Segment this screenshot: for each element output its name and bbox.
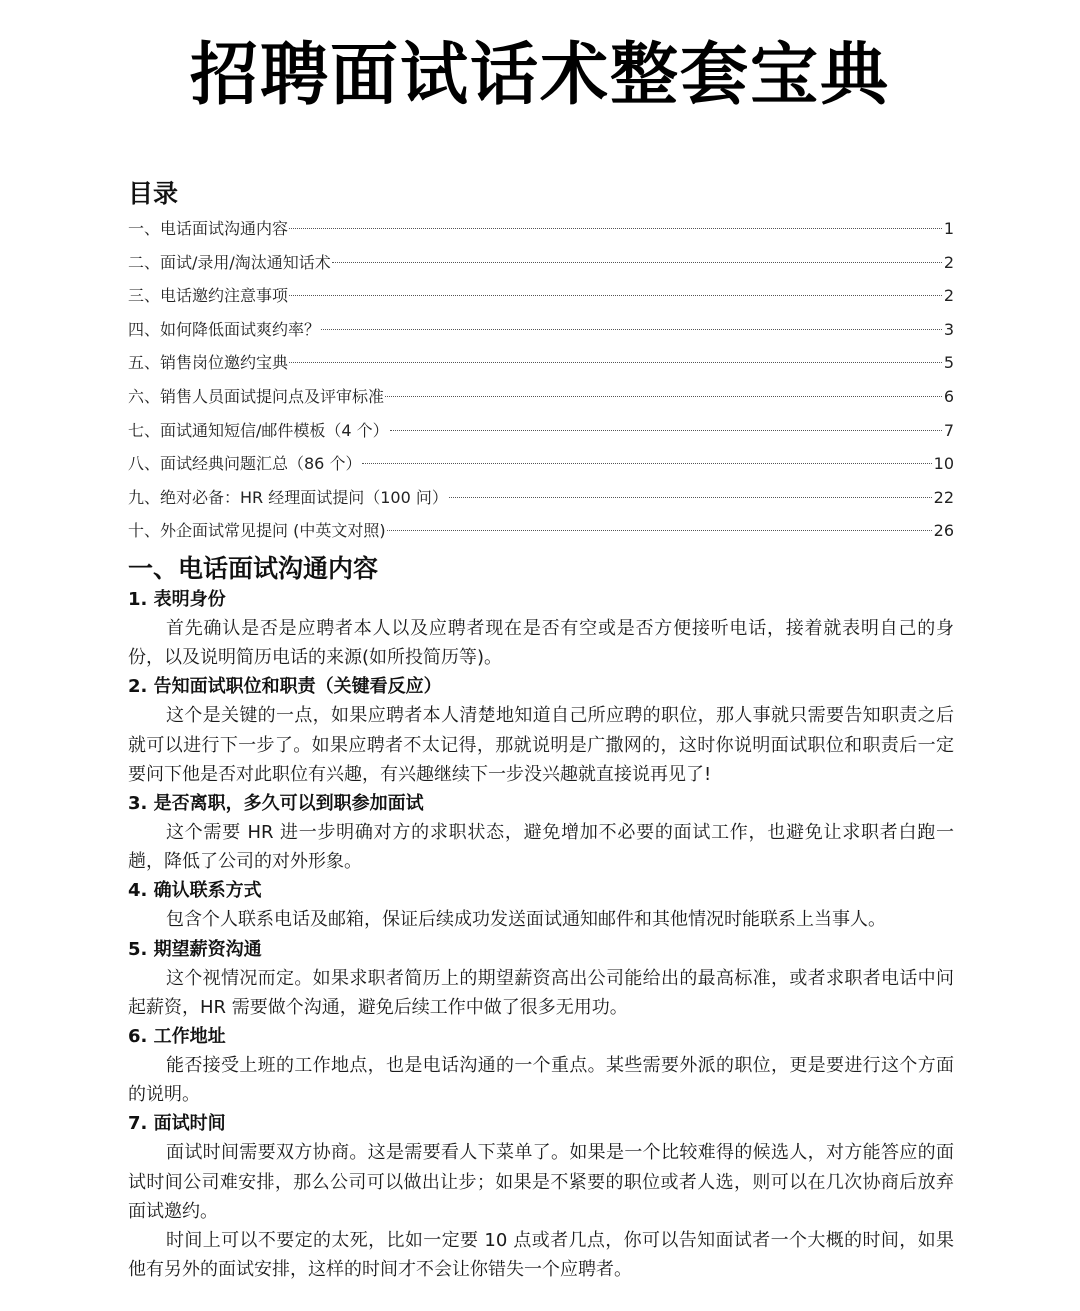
subsection-heading: 5. 期望薪资沟通 (128, 938, 262, 960)
body-paragraph: 面试时间需要双方协商。这是需要看人下菜单了。如果是一个比较难得的候选人，对方能答应的面试时间公司难安排，那么公司可以做出让步；如果是不紧要的职位或者人选，则可以在几次协商后放弃面试邀约。 (128, 1142, 954, 1222)
toc-entry[interactable] (128, 380, 954, 414)
toc-entry[interactable] (128, 414, 954, 448)
toc-leader-dots (289, 228, 942, 229)
subsection-heading: 2. 告知面试职位和职责（关键看反应） (128, 676, 442, 698)
toc-entry[interactable] (128, 279, 954, 313)
toc-entry-label: 五、销售岗位邀约宝典 (128, 353, 289, 373)
toc-entry-page: 26 (933, 521, 954, 541)
toc-entry-page: 6 (943, 386, 954, 406)
toc-entry-label: 二、面试/录用/淘汰通知话术 (128, 252, 331, 272)
toc-leader-dots (449, 497, 932, 498)
toc-entry-page: 2 (943, 286, 954, 306)
toc-leader-dots (390, 430, 942, 431)
toc-entry[interactable] (128, 514, 954, 548)
document-title: 招聘面试话术整套宝典 (189, 36, 890, 115)
toc-entry[interactable] (128, 313, 954, 347)
toc-leader-dots (362, 463, 931, 464)
toc-entry-page: 3 (943, 319, 954, 339)
subsection-heading: 7. 面试时间 (128, 1113, 226, 1135)
body-paragraph: 首先确认是否是应聘者本人以及应聘者现在是否有空或是否方便接听电话，接着就表明自己的身份，以及说明简历电话的来源(如所投简历等)。 (128, 618, 954, 669)
toc-entry-page: 5 (943, 353, 954, 373)
toc-entry-label: 三、电话邀约注意事项 (128, 286, 289, 306)
toc-entry-label: 八、面试经典问题汇总（86 个） (128, 454, 362, 474)
toc-entry[interactable] (128, 481, 954, 515)
section-body (128, 585, 954, 1284)
body-paragraph: 这个需要 HR 进一步明确对方的求职状态，避免增加不必要的面试工作，也避免让求职者白跑一趟，降低了公司的对外形象。 (128, 822, 954, 873)
toc-entry[interactable] (128, 346, 954, 380)
toc-leader-dots (387, 530, 932, 531)
subsection-heading: 4. 确认联系方式 (128, 880, 262, 902)
table-of-contents (128, 212, 954, 548)
toc-entry[interactable] (128, 447, 954, 481)
subsection-heading: 3. 是否离职，多久可以到职参加面试 (128, 793, 424, 815)
body-paragraph: 包含个人联系电话及邮箱，保证后续成功发送面试通知邮件和其他情况时能联系上当事人。 (166, 909, 886, 931)
toc-entry-page: 10 (933, 454, 954, 474)
toc-entry-page: 2 (943, 252, 954, 272)
toc-heading: 目录 (128, 179, 179, 208)
body-paragraph: 这个是关键的一点，如果应聘者本人清楚地知道自己所应聘的职位，那人事就只需要告知职责之后就可以进行下一步了。如果应聘者不太记得，那就说明是广撒网的，这时你说明面试职位和职责后一定要问下他是否对此职位有兴趣，有兴趣继续下一步没兴趣就直接说再见了! (128, 705, 954, 785)
toc-entry-label: 六、销售人员面试提问点及评审标准 (128, 386, 385, 406)
toc-entry-label: 十、外企面试常见提问 (中英文对照) (128, 521, 386, 541)
toc-leader-dots (289, 362, 942, 363)
subsection-heading: 1. 表明身份 (128, 589, 226, 610)
toc-entry-label: 九、绝对必备：HR 经理面试提问（100 问） (128, 487, 448, 507)
toc-entry-page: 22 (933, 487, 954, 507)
toc-entry-label: 一、电话面试沟通内容 (128, 219, 289, 238)
toc-leader-dots (332, 262, 942, 263)
toc-leader-dots (321, 329, 942, 330)
toc-entry-label: 四、如何降低面试爽约率？ (128, 319, 321, 339)
toc-entry-label: 七、面试通知短信/邮件模板（4 个） (128, 420, 389, 440)
toc-entry-page: 7 (943, 420, 954, 440)
toc-leader-dots (385, 396, 942, 397)
toc-entry-page: 1 (943, 219, 954, 238)
body-paragraph: 时间上可以不要定的太死，比如一定要 10 点或者几点，你可以告知面试者一个大概的时间，如果他有另外的面试安排，这样的时间才不会让你错失一个应聘者。 (128, 1230, 954, 1281)
subsection-heading: 6. 工作地址 (128, 1026, 226, 1048)
toc-leader-dots (289, 295, 942, 296)
body-paragraph: 能否接受上班的工作地点，也是电话沟通的一个重点。某些需要外派的职位，更是要进行这个方面的说明。 (128, 1055, 954, 1106)
toc-entry[interactable] (128, 212, 954, 246)
body-paragraph: 这个视情况而定。如果求职者简历上的期望薪资高出公司能给出的最高标准，或者求职者电话中问起薪资，HR 需要做个沟通，避免后续工作中做了很多无用功。 (128, 967, 954, 1018)
section-title: 一、电话面试沟通内容 (128, 554, 379, 583)
toc-entry[interactable] (128, 246, 954, 280)
